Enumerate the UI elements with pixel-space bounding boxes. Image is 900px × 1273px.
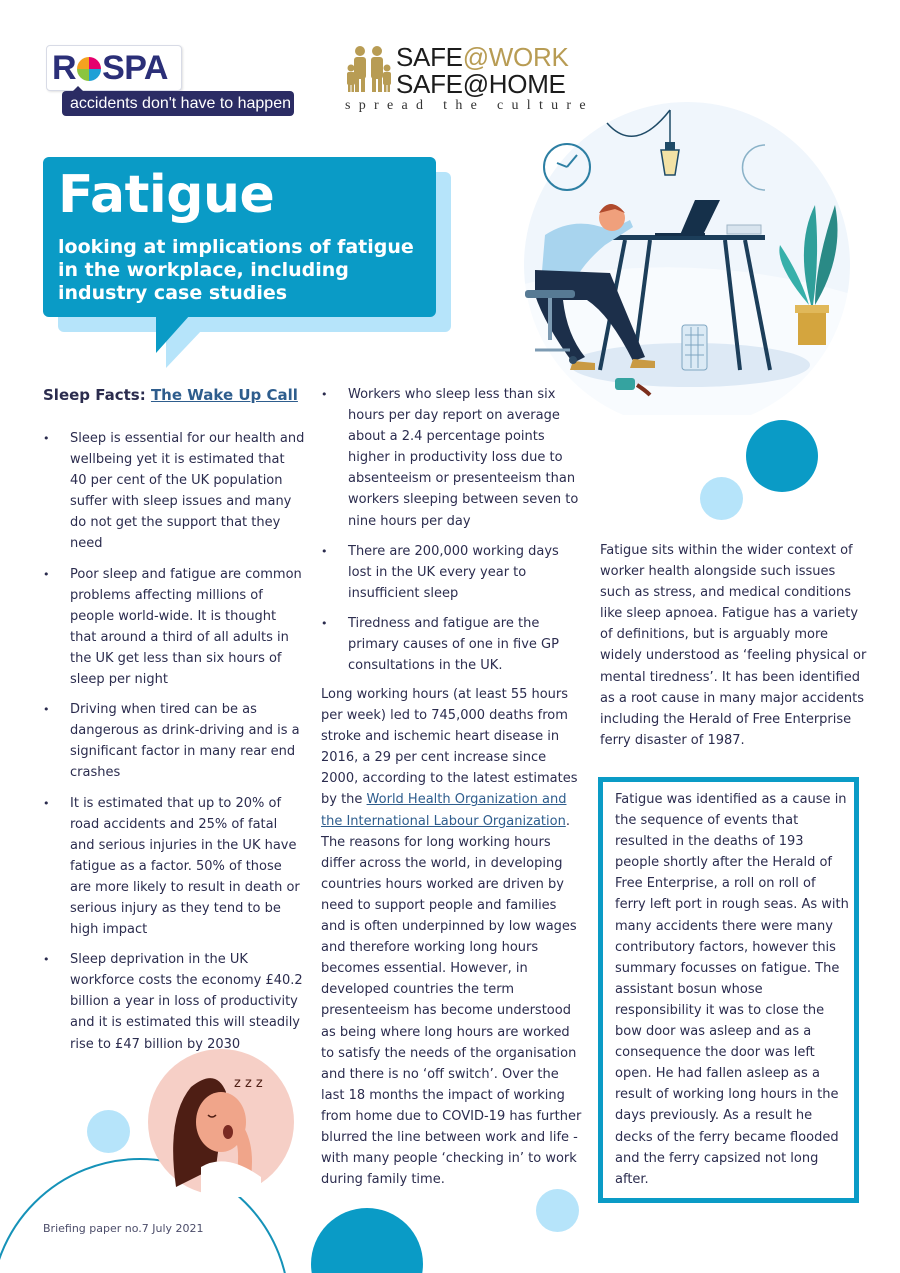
tired-man-at-desk-illustration <box>515 95 860 415</box>
fact-item: • Driving when tired can be as dangerous as drink-driving and is a significant factor in many rear end crashes <box>43 699 305 783</box>
long-hours-paragraph <box>321 684 583 1190</box>
fact-item: • Sleep deprivation in the UK workforce costs the economy £40.2 billion a year in loss of productivity and it is estimated this will steadily rise to £47 billion by 2030 <box>43 949 305 1054</box>
rospa-wordmark-r: R <box>52 49 77 87</box>
rospa-wordmark <box>52 50 168 86</box>
family-icon <box>346 44 392 94</box>
safe-at-work-line <box>396 44 569 70</box>
case-study-text: Fatigue was identified as a cause in the sequence of events that resulted in the deaths of 193 people shortly after the Herald of Free Enterprise, a roll on roll of ferry left port in rough seas. As with many accidents there were many contributory factors, however this summary focusses on fatigue. The assistant bosun whose responsibility it was to close the bow door was asleep and as a consequence the door was left open. He had fallen asleep as a result of working long hours in the days previously. As a result he decks of the ferry became flooded and the ferry capsized not long after. <box>615 792 849 1187</box>
who-ilo-link[interactable]: World Health Organization and the International Labour Organization <box>321 792 567 829</box>
decorative-circle-dark <box>311 1208 423 1273</box>
at-work-text: @WORK <box>462 42 569 72</box>
footer-briefing-label: Briefing paper no.7 July 2021 <box>43 1222 204 1235</box>
decorative-circle-light <box>87 1110 130 1153</box>
context-paragraph: Fatigue sits within the wider context of worker health alongside such issues such as stress, and medical conditions like sleep apnoea. Fatigue has a variety of definitions, but is arguably more widely understood as ‘feeling physical or mental tiredness’. It has been identified as a root cause in many major accidents including the Herald of Free Enterprise ferry disaster of 1987. <box>600 543 867 748</box>
fact-item: • Workers who sleep less than six hours per day report on average about a 2.4 percentage points higher in productivity loss due to absenteeism or presenteeism than workers sleeping between seven to nine hours per day <box>321 384 583 532</box>
fact-item: • Tiredness and fatigue are the primary causes of one in five GP consultations in the UK. <box>321 613 583 676</box>
page-title: Fatigue <box>58 165 275 225</box>
title-bubble-tail <box>156 315 190 353</box>
safe-at-home-line: SAFE@HOME <box>396 69 566 99</box>
decorative-circle-dark <box>746 420 818 492</box>
sleep-facts-label: Sleep Facts: <box>43 386 151 404</box>
safe-text: SAFE <box>396 42 463 72</box>
rospa-tagline: accidents don't have to happen <box>62 91 294 116</box>
rospa-o-icon <box>77 57 101 81</box>
page-subtitle: looking at implications of fatigue in the workplace, including industry case studies <box>58 236 414 304</box>
decorative-circle-light <box>700 477 743 520</box>
decorative-circle-light <box>536 1189 579 1232</box>
fact-item: • Sleep is essential for our health and wellbeing yet it is estimated that 40 per cent of the UK population suffer with sleep issues and many do not get the support that they need <box>43 428 305 555</box>
long-hours-text-continued: . The reasons for long working hours differ across the world, in developing countries hours worked are driven by need to support people and families and is often underpinned by low wages and therefore working long hours becomes essential. However, in developed countries the term presenteeism has become understood as being where long hours are worked to satisfy the needs of the organisation and there is no ‘off switch’. Over the last 18 months the impact of working from home due to COVID-19 has further blurred the line between work and life - with many people ‘checking in’ to work during family time. <box>321 813 582 1188</box>
sleep-facts-column-2 <box>321 384 583 685</box>
spread-the-culture-tagline: spread the culture <box>345 98 594 113</box>
fact-item: • There are 200,000 working days lost in the UK every year to insufficient sleep <box>321 541 583 604</box>
sleep-facts-heading <box>43 386 298 404</box>
rospa-wordmark-spa: SPA <box>102 49 168 87</box>
zzz-icon: z z z <box>234 1076 263 1091</box>
fact-item: • Poor sleep and fatigue are common problems affecting millions of people world-wide. It is thought that around a third of all adults in the UK get less than six hours of sleep per night <box>43 564 305 691</box>
long-hours-text: Long working hours (at least 55 hours per week) led to 745,000 deaths from stroke and ischemic heart disease in 2016, a 29 per cent increase since 2000, according to the latest estimates by the <box>321 687 578 808</box>
yawning-woman-illustration <box>146 1047 296 1197</box>
wake-up-call-link[interactable]: The Wake Up Call <box>150 386 298 404</box>
sleep-facts-column-1 <box>43 428 305 1064</box>
fact-item: • It is estimated that up to 20% of road accidents and 25% of fatal and serious injuries in the UK have fatigue as a factor. 50% of those are more likely to result in death or serious injury as they tend to be high impact <box>43 793 305 941</box>
